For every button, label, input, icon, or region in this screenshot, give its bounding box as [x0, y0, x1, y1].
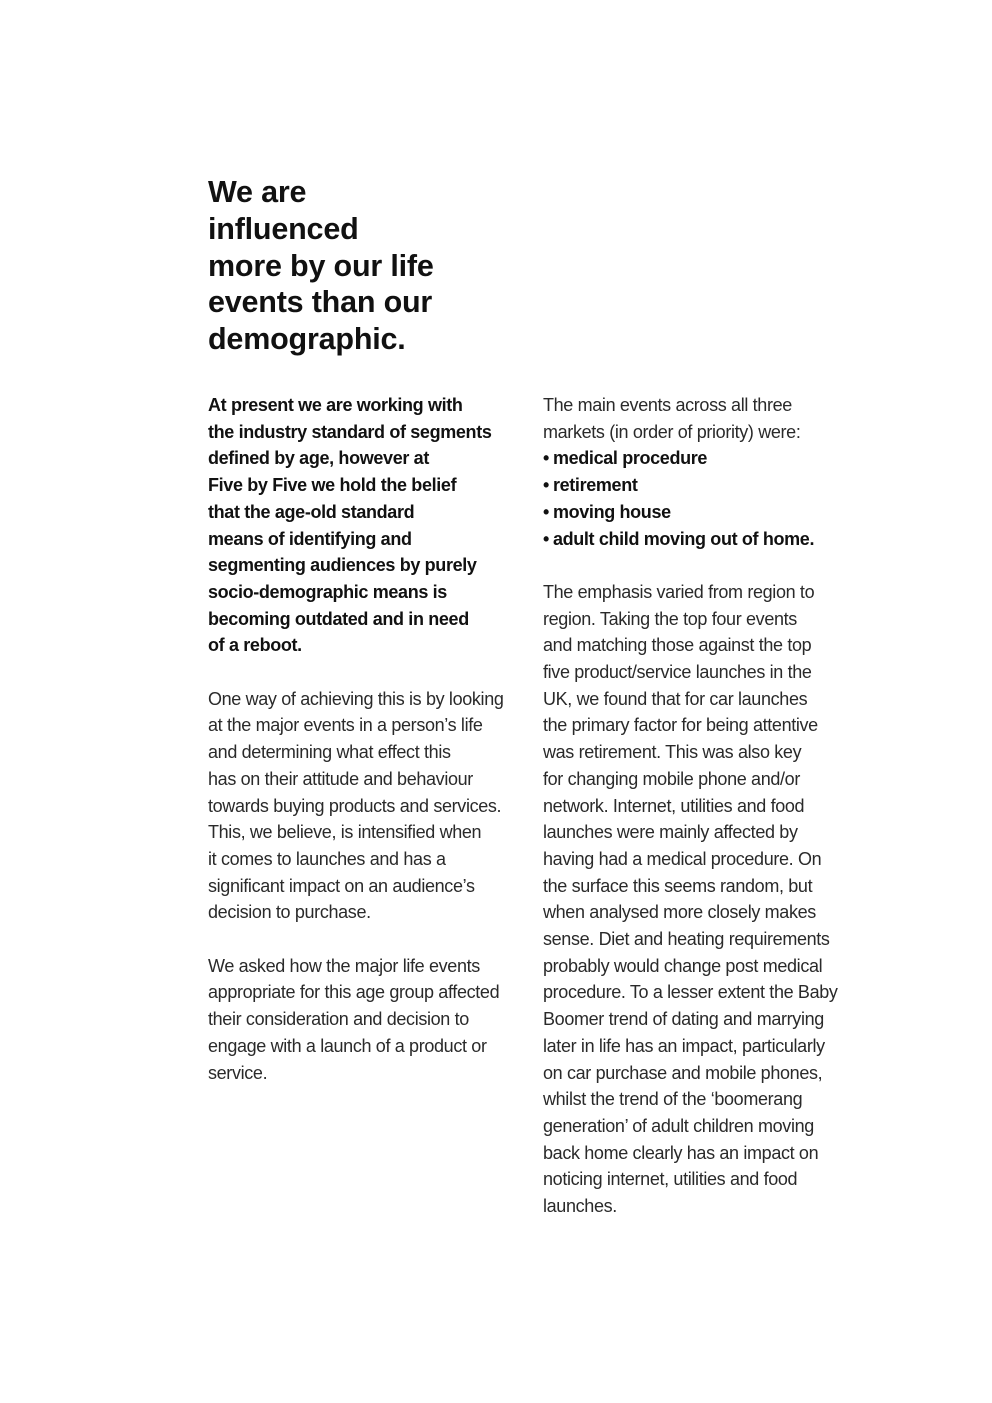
text-line: for changing mobile phone and/or [543, 768, 800, 789]
text-line: defined by age, however at [208, 448, 429, 469]
text-line: it comes to launches and has a [208, 848, 446, 869]
text-line: service. [208, 1062, 268, 1083]
text-line: was retirement. This was also key [543, 742, 802, 763]
text-line: the primary factor for being attentive [543, 715, 818, 736]
headline-line: We are [208, 175, 307, 209]
body-paragraph [543, 579, 863, 1220]
text-line: becoming outdated and in need [208, 608, 469, 629]
list-item [543, 445, 863, 472]
paragraph-spacer [208, 926, 528, 953]
text-line: of a reboot. [208, 635, 302, 656]
list-item [543, 499, 863, 526]
right-column [543, 392, 863, 1220]
headline-line: influenced [208, 211, 359, 246]
text-line: launches were mainly affected by [543, 822, 798, 843]
text-line: Boomer trend of dating and marrying [543, 1009, 824, 1030]
text-line: and determining what effect this [208, 742, 451, 763]
left-column [208, 392, 528, 1086]
text-line: launches. [543, 1196, 617, 1217]
text-line: network. Internet, utilities and food [543, 795, 805, 816]
text-line: Five by Five we hold the belief [208, 475, 457, 496]
bullet-icon: • [543, 475, 549, 496]
text-line: markets (in order of priority) were: [543, 421, 801, 442]
text-line: socio-demographic means is [208, 581, 447, 602]
text-line: the industry standard of segments [208, 421, 492, 442]
text-line: The emphasis varied from region to [543, 581, 815, 602]
page-headline [208, 174, 508, 358]
text-line: back home clearly has an impact on [543, 1142, 819, 1163]
headline-line: events than our [208, 285, 433, 320]
text-line: UK, we found that for car launches [543, 688, 808, 709]
events-intro [543, 392, 863, 445]
headline-line: more by our life [208, 248, 434, 283]
bullet-icon: • [543, 528, 549, 549]
text-line: segmenting audiences by purely [208, 555, 477, 576]
text-line: sense. Diet and heating requirements [543, 929, 830, 950]
text-line: that the age-old standard [208, 501, 415, 522]
text-line: whilst the trend of the ‘boomerang [543, 1089, 803, 1110]
intro-paragraph [208, 392, 528, 659]
list-item-label: moving house [552, 501, 671, 522]
life-events-list [543, 445, 863, 552]
text-line: has on their attitude and behaviour [208, 768, 473, 789]
text-line: the surface this seems random, but [543, 875, 813, 896]
text-line: their consideration and decision to [208, 1009, 469, 1030]
text-line: five product/service launches in the [543, 662, 812, 683]
text-line: decision to purchase. [208, 902, 371, 923]
text-line: significant impact on an audience’s [208, 875, 475, 896]
list-item-label: adult child moving out of home. [552, 528, 815, 549]
text-line: This, we believe, is intensified when [208, 822, 482, 843]
body-paragraph [208, 686, 528, 926]
text-line: At present we are working with [208, 395, 463, 415]
text-line: procedure. To a lesser extent the Baby [543, 982, 838, 1003]
text-line: We asked how the major life events [208, 955, 480, 976]
text-line: The main events across all three [543, 395, 792, 415]
text-line: noticing internet, utilities and food [543, 1169, 798, 1190]
paragraph-spacer [543, 552, 863, 579]
bullet-icon: • [543, 501, 549, 522]
list-item-label: medical procedure [552, 448, 708, 469]
body-paragraph [208, 953, 528, 1087]
list-item [543, 472, 863, 499]
paragraph-spacer [208, 659, 528, 686]
text-line: towards buying products and services. [208, 795, 502, 816]
text-line: probably would change post medical [543, 955, 823, 976]
text-line: appropriate for this age group affected [208, 982, 500, 1003]
text-line: when analysed more closely makes [543, 902, 816, 923]
headline-line: demographic. [208, 322, 406, 357]
text-line: and matching those against the top [543, 635, 812, 656]
text-line: generation’ of adult children moving [543, 1115, 814, 1136]
text-line: region. Taking the top four events [543, 608, 797, 629]
text-line: means of identifying and [208, 528, 412, 549]
text-line: on car purchase and mobile phones, [543, 1062, 823, 1083]
list-item-label: retirement [552, 475, 638, 496]
list-item [543, 526, 863, 553]
text-line: engage with a launch of a product or [208, 1035, 487, 1056]
text-line: having had a medical procedure. On [543, 848, 822, 869]
text-line: One way of achieving this is by looking [208, 688, 504, 709]
text-line: at the major events in a person’s life [208, 715, 483, 736]
bullet-icon: • [543, 448, 549, 469]
text-line: later in life has an impact, particularly [543, 1035, 825, 1056]
